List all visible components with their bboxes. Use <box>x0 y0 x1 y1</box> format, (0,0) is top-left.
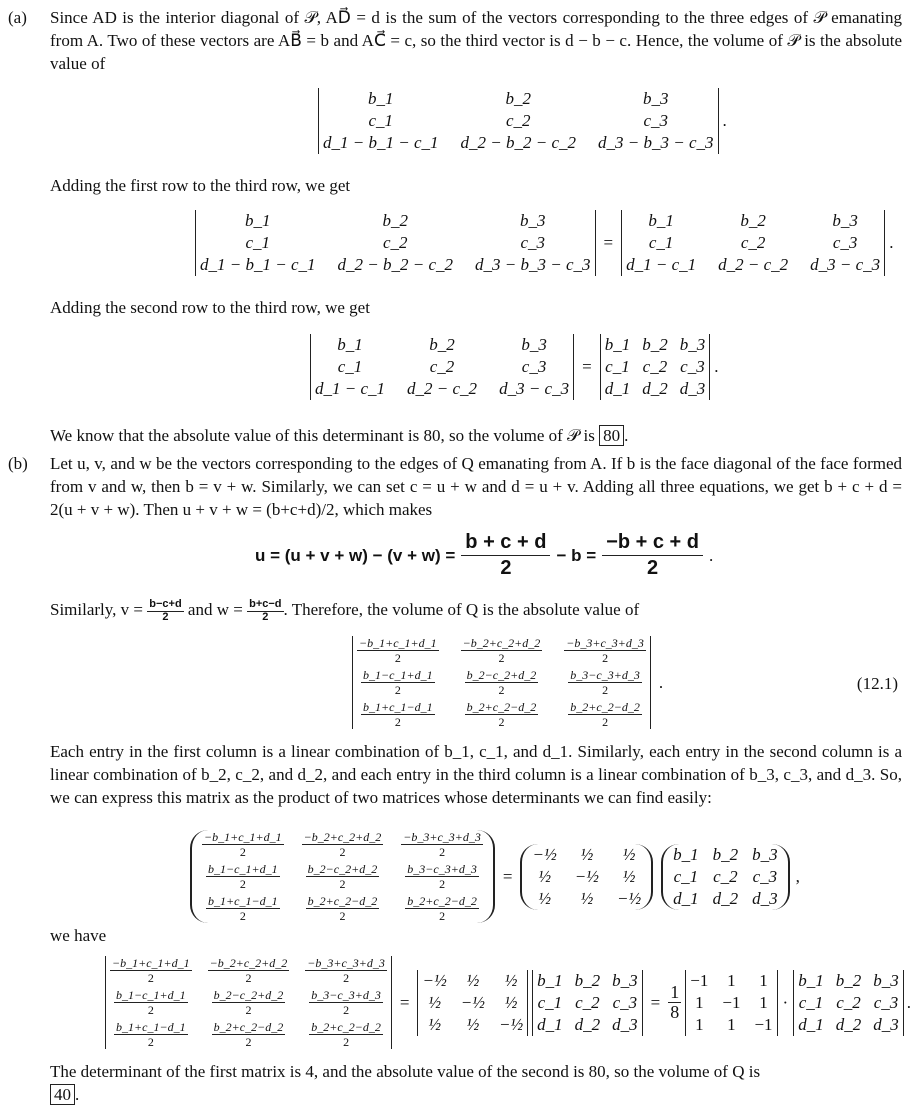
denominator: 2 <box>339 845 346 859</box>
numerator: −b_3+c_3+d_3 <box>307 956 385 970</box>
numerator: b_3−c_3+d_3 <box>311 988 381 1002</box>
cell: b_3 <box>832 211 858 230</box>
cell <box>305 988 387 1017</box>
cell <box>208 956 290 985</box>
denominator: 2 <box>343 971 350 985</box>
part-b-paragraph-4: we have <box>50 926 107 945</box>
cell: ½ <box>622 844 636 864</box>
matrix-det-1 <box>318 88 719 154</box>
denominator: 2 <box>339 909 346 923</box>
cell: d_2 − c_2 <box>718 255 789 274</box>
period: . <box>889 233 894 252</box>
cell: −½ <box>460 992 485 1012</box>
cell: c_3 <box>832 233 858 252</box>
cell: c_1 <box>605 357 630 376</box>
cell: d_1 <box>798 1014 824 1034</box>
cell: b_1 <box>648 211 674 230</box>
denominator: 2 <box>498 715 505 729</box>
cell: c_3 <box>873 992 899 1012</box>
matrix-det-q <box>352 636 651 729</box>
period: . <box>722 111 727 130</box>
det-bcd-2 <box>793 970 904 1036</box>
cell: b_2 <box>740 211 766 230</box>
cell: −1 <box>754 1014 773 1034</box>
cell <box>401 894 483 923</box>
cell: d_1 − b_1 − c_1 <box>323 133 439 152</box>
cell <box>110 988 192 1017</box>
determinant-12-1 <box>352 636 663 729</box>
cell <box>564 700 646 729</box>
period: . <box>75 1085 80 1104</box>
cell <box>461 636 543 665</box>
cell <box>305 956 387 985</box>
cell: c_3 <box>521 357 547 376</box>
part-a-paragraph-1: Since AD is the interior diagonal of 𝒫, AD⃗ = d is the sum of the vectors corresponding to the three edges of 𝒫 emanating from A. Two of these vectors are AB⃗ = b and AC⃗ = c, so the third vector is d − b − c. Hence, the volume of 𝒫 is the absolute value of <box>50 8 902 73</box>
denominator: 2 <box>343 1035 350 1049</box>
numerator: 1 <box>670 982 680 1003</box>
denominator: 2 <box>394 715 401 729</box>
cell: d_3 <box>612 1014 638 1034</box>
cell: c_3 <box>612 992 638 1012</box>
period: . <box>658 672 664 692</box>
fraction-v <box>147 599 183 623</box>
cell: c_1 <box>648 233 674 252</box>
cell: b_2 <box>712 844 739 864</box>
cell: 1 <box>759 992 768 1012</box>
numerator: −b_2+c_2+d_2 <box>303 830 382 844</box>
text: and w = <box>187 600 243 619</box>
matrix-det-3-left <box>310 334 574 400</box>
denominator: 2 <box>239 909 246 923</box>
denominator: 2 <box>147 971 154 985</box>
denominator: 2 <box>245 971 252 985</box>
cell: ½ <box>580 888 594 908</box>
cell: c_2 <box>642 357 668 376</box>
cell: −½ <box>422 970 447 990</box>
determinant-product-equation <box>105 956 911 1049</box>
cell <box>357 636 439 665</box>
fraction-one-eighth <box>668 983 681 1022</box>
period: . <box>708 545 714 565</box>
cell: ½ <box>622 866 636 886</box>
cell: b_2 <box>835 970 862 990</box>
denominator: 2 <box>245 1035 252 1049</box>
cell: −½ <box>616 888 642 908</box>
matrix-det-2-left <box>195 210 596 276</box>
cell: c_2 <box>740 233 766 252</box>
cell <box>401 830 483 859</box>
denominator: 2 <box>339 877 346 891</box>
cell: d_1 − b_1 − c_1 <box>200 255 316 274</box>
cell: d_2 <box>642 379 668 398</box>
cell: c_2 <box>836 992 861 1012</box>
part-b-label: (b) <box>8 454 28 473</box>
cell: ½ <box>428 1014 441 1034</box>
cell <box>564 668 646 697</box>
answer-box-a: 80 <box>599 425 624 446</box>
numerator: b−c+d <box>149 598 182 611</box>
numerator: b_1−c_1+d_1 <box>208 862 278 876</box>
numerator: b_2+c_2−d_2 <box>311 1020 381 1034</box>
part-a-conclusion <box>50 424 902 447</box>
numerator: b_2+c_2−d_2 <box>213 1020 284 1034</box>
cell: d_1 − c_1 <box>315 379 386 398</box>
cell: ½ <box>538 888 551 908</box>
cell: d_1 − c_1 <box>626 255 697 274</box>
cell: d_3 − c_3 <box>499 379 570 398</box>
part-b-final <box>50 1060 902 1106</box>
numerator: −b_3+c_3+d_3 <box>403 830 481 844</box>
cell: ½ <box>428 992 441 1012</box>
numerator: b_2−c_2+d_2 <box>466 668 537 682</box>
matrix-q <box>190 830 495 923</box>
numerator: b_2+c_2−d_2 <box>307 894 378 908</box>
equation-row-add-2 <box>310 334 718 400</box>
equation-number: (12.1) <box>856 674 898 693</box>
equation-row-add-1 <box>195 210 893 276</box>
cell: c_1 <box>537 992 563 1012</box>
cell: d_2 <box>712 888 739 908</box>
cell: ½ <box>538 866 551 886</box>
fraction-w <box>247 599 283 623</box>
det-half <box>417 970 528 1036</box>
cell: c_1 <box>798 992 824 1012</box>
dot-operator: · <box>782 992 789 1012</box>
cell: 1 <box>695 992 704 1012</box>
cell: −½ <box>532 844 557 864</box>
fraction-b-c-d <box>461 530 550 581</box>
cell <box>401 862 483 891</box>
part-b-paragraph-1: Let u, v, and w be the vectors corresponding to the edges of Q emanating from A. If b is the face diagonal of the face formed from v and w, then b = v + w. Similarly, we can set c = u + w and d = u + v. Adding all three equations, we get b + c + d = 2(u + v + w). Then u + v + w = (b+c+d)/2, which makes <box>50 454 902 519</box>
denominator: 2 <box>147 1003 154 1017</box>
cell: b_1 <box>368 89 394 108</box>
part-a-paragraph-3: Adding the second row to the third row, we get <box>50 298 370 317</box>
cell: d_3 − b_3 − c_3 <box>475 255 591 274</box>
denominator: 8 <box>670 1002 680 1022</box>
cell: d_3 <box>752 888 778 908</box>
denominator: 2 <box>343 1003 350 1017</box>
denominator: 2 <box>439 877 446 891</box>
cell: b_2 <box>642 335 668 354</box>
matrix-product-equation <box>190 830 800 923</box>
eq-u-lhs: u = (u + v + w) − (v + w) = <box>255 545 456 565</box>
cell: b_2 <box>505 89 531 108</box>
cell: d_1 <box>604 379 631 398</box>
cell <box>202 862 284 891</box>
cell: c_2 <box>505 111 531 130</box>
cell: c_1 <box>337 357 363 376</box>
denominator: 2 <box>439 909 446 923</box>
cell: b_2 <box>574 970 601 990</box>
part-a-paragraph-2: Adding the first row to the third row, we get <box>50 176 351 195</box>
cell <box>202 830 284 859</box>
numerator: b + c + d <box>461 530 550 556</box>
numerator: b_2+c_2−d_2 <box>407 894 477 908</box>
denominator: 2 <box>498 683 505 697</box>
cell: b_1 <box>245 211 271 230</box>
denominator: 2 <box>162 610 169 623</box>
cell: b_1 <box>798 970 824 990</box>
denominator: 2 <box>439 845 446 859</box>
cell: b_3 <box>752 844 778 864</box>
cell: d_1 <box>537 1014 563 1034</box>
matrix-bcd <box>661 844 790 910</box>
determinant-1 <box>318 88 727 154</box>
part-a-label: (a) <box>8 8 27 27</box>
numerator: −b_3+c_3+d_3 <box>566 636 644 650</box>
numerator: b_2+c_2−d_2 <box>466 700 537 714</box>
matrix-det-3-right <box>600 334 711 400</box>
cell: b_1 <box>673 844 699 864</box>
cell: b_3 <box>520 211 546 230</box>
cell <box>461 668 543 697</box>
cell: b_3 <box>679 335 706 354</box>
cell: −1 <box>690 970 709 990</box>
numerator: b_1+c_1−d_1 <box>208 894 278 908</box>
cell <box>461 700 543 729</box>
equals-sign: = <box>399 992 410 1012</box>
cell: d_3 − c_3 <box>810 255 881 274</box>
cell <box>305 1020 387 1049</box>
denominator: 2 <box>239 877 246 891</box>
period: . <box>906 992 911 1012</box>
cell: c_2 <box>713 866 738 886</box>
conclusion-text: We know that the absolute value of this determinant is 80, so the volume of 𝒫 is <box>50 426 595 445</box>
denominator: 2 <box>147 1035 154 1049</box>
cell: d_2 − b_2 − c_2 <box>460 133 576 152</box>
numerator: −b_1+c_1+d_1 <box>359 636 437 650</box>
cell: c_1 <box>368 111 394 130</box>
cell: ½ <box>466 1014 480 1034</box>
numerator: −b_2+c_2+d_2 <box>462 636 541 650</box>
numerator: b_1−c_1+d_1 <box>363 668 433 682</box>
cell: ½ <box>580 844 594 864</box>
period: . <box>624 426 629 445</box>
cell: 1 <box>695 1014 704 1034</box>
numerator: b_2−c_2+d_2 <box>213 988 284 1002</box>
denominator: 2 <box>602 651 609 665</box>
answer-box-b: 40 <box>50 1084 75 1105</box>
cell: b_3 <box>643 89 669 108</box>
cell <box>110 1020 192 1049</box>
cell <box>208 988 290 1017</box>
cell: b_3 <box>521 335 547 354</box>
cell: b_2 <box>382 211 408 230</box>
denominator: 2 <box>500 557 512 579</box>
numerator: b_2−c_2+d_2 <box>307 862 378 876</box>
cell: −½ <box>498 1014 524 1034</box>
cell: b_1 <box>604 335 631 354</box>
part-b-paragraph-2 <box>50 598 902 623</box>
cell: b_1 <box>337 335 363 354</box>
cell: 1 <box>727 970 736 990</box>
cell <box>202 894 284 923</box>
equals-sign: = <box>582 357 592 376</box>
numerator: b_3−c_3+d_3 <box>407 862 477 876</box>
cell: −1 <box>722 992 741 1012</box>
cell: c_3 <box>752 866 778 886</box>
cell: d_1 <box>673 888 699 908</box>
comma: , <box>795 866 800 886</box>
cell: 1 <box>727 1014 736 1034</box>
det-integer <box>685 970 777 1036</box>
det-q <box>105 956 392 1049</box>
cell <box>564 636 646 665</box>
denominator: 2 <box>394 683 401 697</box>
cell: d_3 <box>679 379 706 398</box>
final-text: The determinant of the first matrix is 4, and the absolute value of the second is 80, so the volume of Q is <box>50 1062 761 1081</box>
equals-sign: = <box>502 866 513 886</box>
cell: c_2 <box>382 233 408 252</box>
cell <box>302 830 384 859</box>
numerator: b_3−c_3+d_3 <box>570 668 640 682</box>
cell: 1 <box>759 970 768 990</box>
cell <box>110 956 192 985</box>
equals-sign: = <box>603 233 614 252</box>
eq-u-mid: − b = <box>556 545 597 565</box>
cell <box>357 700 439 729</box>
equation-u <box>255 530 713 581</box>
denominator: 2 <box>602 715 609 729</box>
fraction-neg-b-c-d <box>602 530 703 581</box>
denominator: 2 <box>498 651 505 665</box>
matrix-det-2-right <box>621 210 885 276</box>
matrix-half <box>520 844 653 910</box>
numerator: b_2+c_2−d_2 <box>570 700 640 714</box>
cell: d_2 <box>574 1014 601 1034</box>
text: Similarly, v = <box>50 600 144 619</box>
cell: d_2 <box>835 1014 862 1034</box>
cell: ½ <box>504 992 518 1012</box>
cell: c_3 <box>680 357 705 376</box>
cell: c_3 <box>643 111 669 130</box>
cell: d_3 <box>873 1014 899 1034</box>
numerator: −b_1+c_1+d_1 <box>204 830 282 844</box>
denominator: 2 <box>262 610 269 623</box>
cell <box>208 1020 290 1049</box>
numerator: b_1+c_1−d_1 <box>363 700 433 714</box>
cell: ½ <box>466 970 480 990</box>
period: . <box>714 357 719 376</box>
det-bcd <box>532 970 643 1036</box>
cell: b_3 <box>873 970 899 990</box>
cell: ½ <box>504 970 518 990</box>
cell: c_3 <box>520 233 546 252</box>
numerator: b_1+c_1−d_1 <box>116 1020 186 1034</box>
cell: c_1 <box>245 233 271 252</box>
equals-sign: = <box>650 992 661 1012</box>
cell: c_2 <box>429 357 455 376</box>
numerator: −b_2+c_2+d_2 <box>209 956 288 970</box>
cell: −½ <box>574 866 599 886</box>
cell: b_2 <box>429 335 455 354</box>
cell: c_2 <box>575 992 600 1012</box>
cell <box>302 894 384 923</box>
text: . Therefore, the volume of Q is the absolute value of <box>283 600 640 619</box>
cell: b_1 <box>537 970 563 990</box>
part-b-paragraph-3: Each entry in the first column is a linear combination of b_1, c_1, and d_1. Similarly, each entry in the second column is a linear combination of b_2, c_2, and d_2, and each entry in the third column is a linear combination of b_3, c_3, and d_3. So, we can express this matrix as the product of two matrices whose determinants we can find easily: <box>50 742 902 807</box>
denominator: 2 <box>239 845 246 859</box>
numerator: −b_1+c_1+d_1 <box>112 956 190 970</box>
denominator: 2 <box>245 1003 252 1017</box>
cell: d_2 − b_2 − c_2 <box>337 255 453 274</box>
denominator: 2 <box>394 651 401 665</box>
cell: d_3 − b_3 − c_3 <box>598 133 714 152</box>
denominator: 2 <box>602 683 609 697</box>
cell: b_3 <box>612 970 638 990</box>
numerator: −b + c + d <box>602 530 703 556</box>
cell <box>357 668 439 697</box>
numerator: b+c−d <box>249 598 282 611</box>
cell: d_2 − c_2 <box>407 379 478 398</box>
cell: c_1 <box>673 866 699 886</box>
cell <box>302 862 384 891</box>
numerator: b_1−c_1+d_1 <box>116 988 186 1002</box>
denominator: 2 <box>646 557 659 579</box>
